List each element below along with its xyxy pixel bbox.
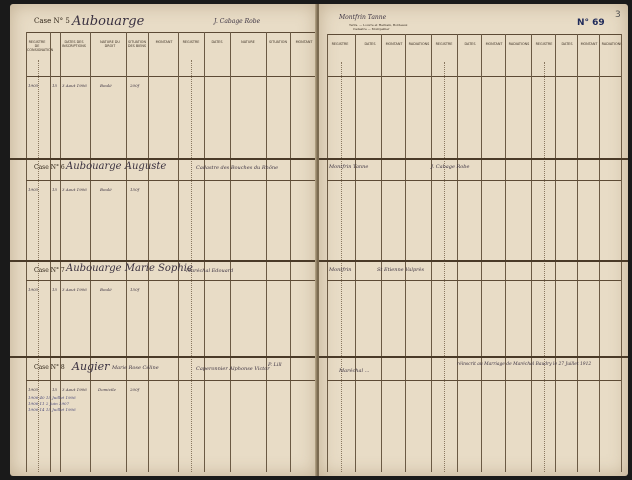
case-label: Case N° 5 <box>34 17 70 25</box>
case-label: Case N° 6 <box>34 164 65 171</box>
extra-entry: 1906 14 15 Juillet 1906 <box>28 407 76 412</box>
col-rule <box>531 34 532 472</box>
col-rule <box>599 34 600 472</box>
col-header: RADIATIONS <box>601 42 623 46</box>
entry-date: 3 Aout 1906 <box>62 287 87 292</box>
col-subrule <box>444 62 445 472</box>
col-header: REGISTRE <box>182 40 200 44</box>
row-rule <box>327 380 621 381</box>
row-separator <box>10 260 317 262</box>
col-rule <box>290 32 291 472</box>
col-subrule <box>544 62 545 472</box>
header-top-rule <box>26 32 317 33</box>
col-rule <box>230 32 231 472</box>
col-header: REGISTRE <box>435 42 453 46</box>
col-header: MONTANT <box>385 42 403 46</box>
heading-note: J. Cabage Robe <box>214 18 261 25</box>
entry-nature: Boulé <box>100 187 112 192</box>
row-note: Maréchal Edouard <box>186 268 234 274</box>
col-header: MONTANT <box>155 40 173 44</box>
row-note: Cadastre des Bouches du Rhône <box>196 165 279 171</box>
col-header: REGISTRE <box>535 42 553 46</box>
folio-number: N° 69 <box>577 18 605 28</box>
row-note: Montfrin Tanne <box>329 164 369 170</box>
col-header: DATES <box>464 42 476 46</box>
owner-name: Aubouarge Auguste <box>66 161 167 172</box>
row-note-2: St Etienne Valprès <box>377 267 425 273</box>
col-header: SITUATION <box>268 40 288 44</box>
corner-number: 3 <box>615 10 621 20</box>
entry-date: 3 Aout 1906 <box>62 83 87 88</box>
case-label: Case N° 8 <box>34 364 65 371</box>
row-note-2: P. Lill <box>268 362 282 368</box>
col-rule <box>327 34 328 472</box>
col-rule <box>431 34 432 472</box>
col-rule <box>126 32 127 472</box>
col-rule <box>555 34 556 472</box>
col-rule <box>481 34 482 472</box>
row-rule <box>26 380 317 381</box>
col-header: NATURE DU DROIT <box>100 40 120 48</box>
left-page <box>10 4 317 476</box>
col-header: MONTANT <box>580 42 598 46</box>
extra-entry: 1906 40 15 Juillet 1906 <box>28 395 76 400</box>
col-header: DATES <box>364 42 376 46</box>
col-rule <box>204 32 205 472</box>
row-rule <box>26 180 317 181</box>
entry-year: 1905 <box>28 83 39 88</box>
col-rule <box>457 34 458 472</box>
col-rule <box>405 34 406 472</box>
row-note: Maréchal ... <box>339 368 370 374</box>
col-rule <box>621 34 622 472</box>
right-page <box>319 4 628 476</box>
col-header: DATES <box>211 40 223 44</box>
printer-line: Cadastre — Montpellier <box>353 27 390 31</box>
entry-amount: 150f <box>130 187 140 192</box>
col-header: DATES <box>561 42 573 46</box>
printer-line: Terra. — Louvre et Hernam, Bordeaux <box>349 23 408 27</box>
entry-nature: Boulé <box>100 83 112 88</box>
col-rule <box>90 32 91 472</box>
row-separator <box>10 158 317 160</box>
owner-name: Augier <box>72 360 110 373</box>
entry-volume: 15 <box>52 387 58 392</box>
entry-volume: 15 <box>52 287 58 292</box>
col-header: RADIATIONS <box>408 42 430 46</box>
col-rule <box>26 32 27 472</box>
extra-entry: 1906 11 2 Juin 1907 <box>28 401 70 406</box>
col-header: NATURE <box>241 40 255 44</box>
col-rule <box>355 34 356 472</box>
entry-date: 3 Aout 1906 <box>62 187 87 192</box>
case-label: Case N° 7 <box>34 267 65 274</box>
entry-date: 3 Aout 1906 <box>62 387 87 392</box>
col-header: MONTANT <box>485 42 503 46</box>
col-rule <box>50 32 51 472</box>
col-rule <box>60 32 61 472</box>
row-note-2: J. Cabage Robe <box>431 164 470 170</box>
entry-year: 1905 <box>28 387 39 392</box>
entry-year: 1905 <box>28 187 39 192</box>
col-rule <box>381 34 382 472</box>
entry-year: 1905 <box>28 287 39 292</box>
owner-name: Aubouarge <box>72 14 145 29</box>
col-rule <box>505 34 506 472</box>
register-book <box>10 4 628 476</box>
entry-amount: 150f <box>130 287 140 292</box>
entry-amount: 200f <box>130 387 140 392</box>
row-separator <box>10 356 317 358</box>
row-rule <box>26 280 317 281</box>
header-note: Montfrin Tanne <box>339 14 387 21</box>
col-header: REGISTRE <box>331 42 349 46</box>
row-separator <box>319 356 628 358</box>
row-note: Caperonnier Alphonse Victor <box>196 366 270 372</box>
col-rule <box>266 32 267 472</box>
col-header: SITUATION DES BIENS <box>127 40 147 48</box>
col-header: DATES DES INSCRIPTIONS <box>62 40 86 48</box>
row-rule <box>327 280 621 281</box>
entry-volume: 15 <box>52 187 58 192</box>
owner-name: Aubouarge Marie Sophie <box>66 263 193 274</box>
entry-amount: 200f <box>130 83 140 88</box>
entry-nature: Boulé <box>100 287 112 292</box>
row-separator <box>319 158 628 160</box>
col-rule <box>577 34 578 472</box>
col-header: REGISTRE DE CONSIGNATION <box>27 40 54 52</box>
row-note: Montfrin <box>329 267 352 273</box>
entry-volume: 15 <box>52 83 58 88</box>
header-bottom-rule <box>26 76 317 77</box>
row-rule <box>327 180 621 181</box>
owner-name-suffix: Marie Rose Céline <box>112 365 159 371</box>
col-header: RADIATIONS <box>508 42 530 46</box>
col-header: MONTANT <box>295 40 313 44</box>
row-note-2: réinscrit au Marriage de Maréchal Baudry le 27 Juillet 1912 <box>457 362 592 367</box>
entry-nature: Domicile <box>98 387 116 392</box>
col-rule <box>178 32 179 472</box>
row-separator <box>319 260 628 262</box>
col-rule <box>148 32 149 472</box>
